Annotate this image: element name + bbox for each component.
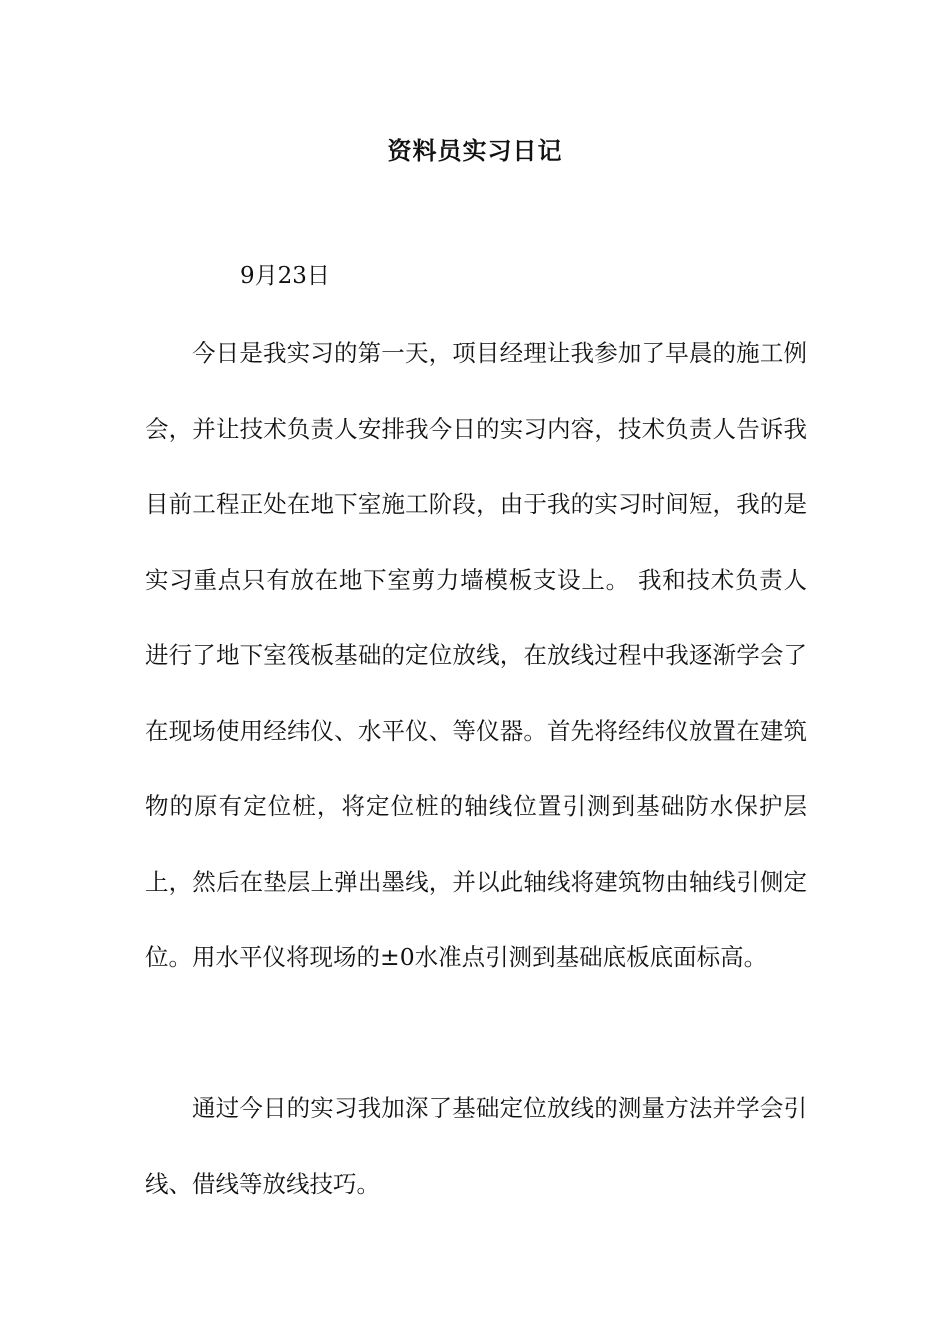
body-paragraph: 今日是我实习的第一天，项目经理让我参加了早晨的施工例会，并让技术负责人安排我今日的实习内容，技术负责人告诉我目前工程正处在地下室施工阶段，由于我的实习时间短，我的是实习重点只有放在地下室剪力墙模板支设上。 我和技术负责人进行了地下室筏板基础的定位放线，在放线过程中我逐渐学会了在现场使用经纬仪、水平仪、等仪器。首先将经纬仪放置在建筑物的原有定位桩，将定位桩的轴线位置引测到基础防水保护层上，然后在垫层上弹出墨线，并以此轴线将建筑物由轴线引侧定位。用水平仪将现场的±0水准点引测到基础底板底面标高。 — [145, 339, 807, 971]
diary-date: 9月23日 — [240, 263, 330, 289]
document-title: 资料员实习日记 — [387, 136, 563, 165]
body-paragraph: 通过今日的实习我加深了基础定位放线的测量方法并学会引线、借线等放线技巧。 — [145, 1094, 807, 1198]
